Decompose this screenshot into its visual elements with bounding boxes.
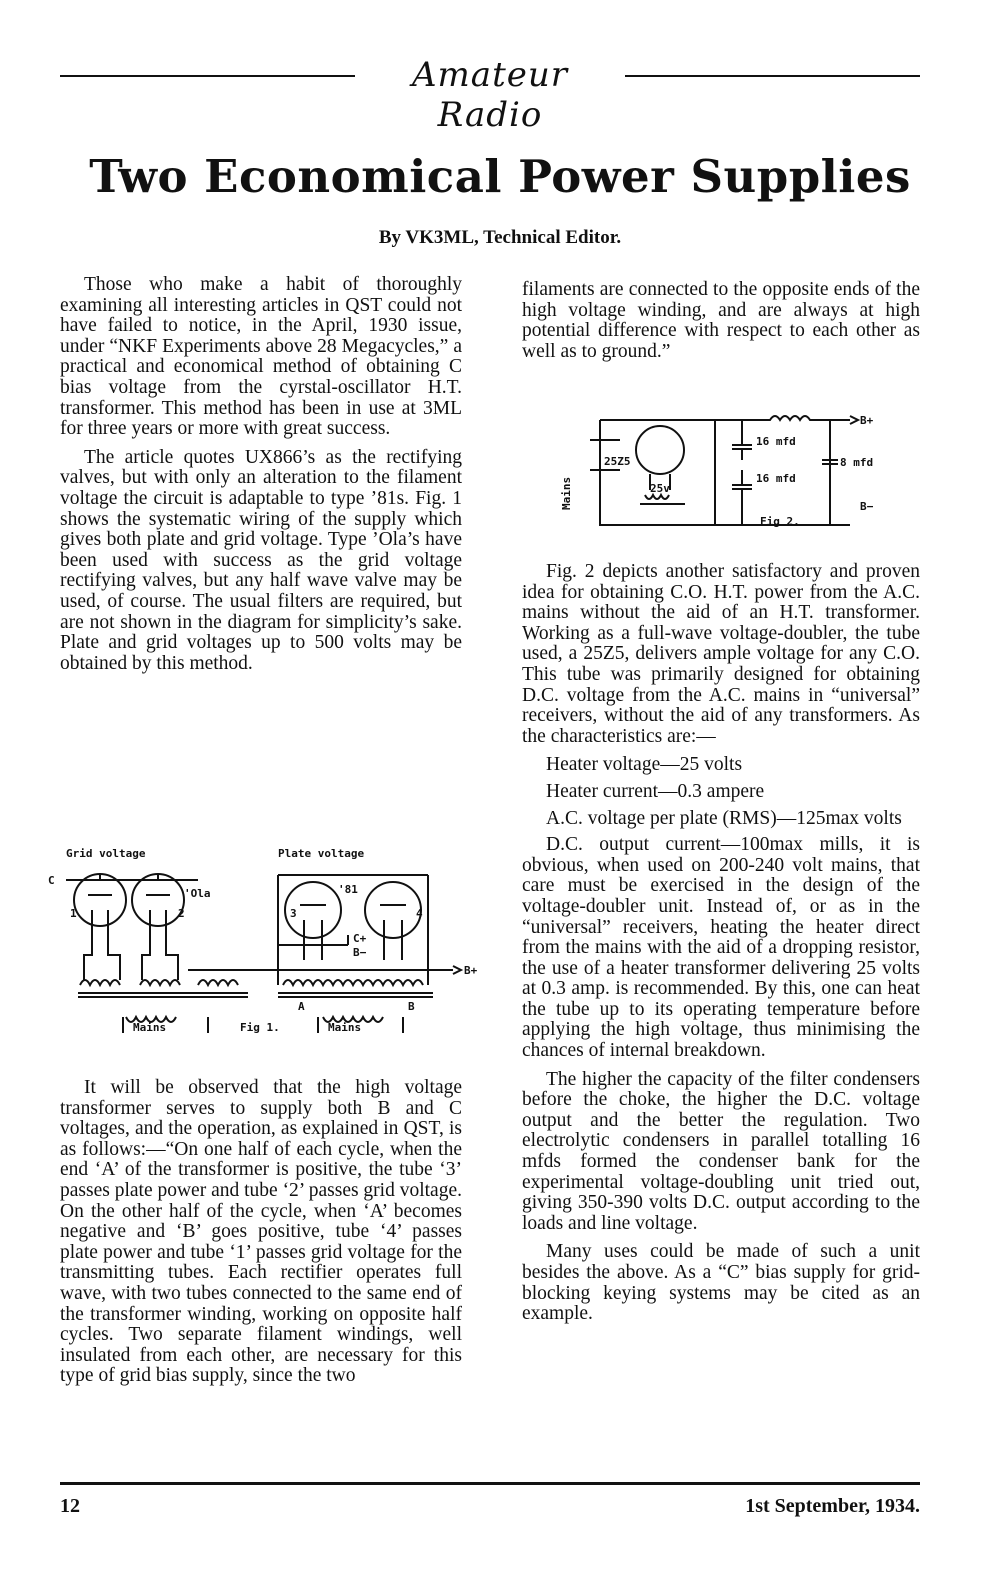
fig2-cap3-label: 8 mfd [840, 456, 874, 469]
fig1-grid-label: Grid voltage [66, 847, 146, 860]
fig1-end-a: A [298, 1000, 305, 1013]
fig1-ola-label: 'Ola [184, 887, 211, 900]
paragraph: Many uses could be made of such a unit besides the above. As a “C” bias supply for grid-blocking keying systems may be cited as an example. [522, 1241, 920, 1325]
page-number: 12 [60, 1495, 80, 1517]
fig2-heater-label: 25v [650, 482, 670, 495]
paragraph: filaments are connected to the opposite ends of the high voltage winding, and are always at high potential difference with respect to each other as well as to ground.” [522, 279, 920, 362]
fig2-b-minus: B− [860, 500, 874, 513]
figure-2-schematic [560, 400, 920, 540]
masthead-title: Amateur Radio [412, 55, 568, 135]
column-2-bottom [522, 562, 920, 1333]
paragraph: Those who make a habit of thoroughly examining all interesting articles in QST could not have failed to notice, in the April, 1930 issue, under “NKF Experiments above 28 Megacycles,” a practical and economical method of obtaining C bias voltage from the cyrstal-oscillator H.T. transformer. This method has been in use at 3ML for three years or more with great success. [60, 274, 462, 440]
paragraph: The article quotes UX866’s as the rectifying valves, but with only an alteration to the filament voltage the circuit is adaptable to type ’81s. Fig. 1 shows the systematic wiring of the supply which gives both plate and grid voltage. Type ’Ola’s have been used with success as the grid voltage rectifying valves, but any half wave valve may be used, of course. The usual filters are required, but are not shown in the diagram for simplicity’s sake. Plate and grid voltages up to 500 volts may be obtained by this method. [60, 446, 462, 674]
fig1-c-plus: C+ [353, 932, 367, 945]
spec-line: A.C. voltage per plate (RMS)—125max volts [546, 807, 902, 829]
paragraph: Fig. 2 depicts another satisfactory and proven idea for obtaining C.O. H.T. power from the A.C. mains without the aid of an H.T. transformer. Working as a full-wave voltage-doubler, the tube used, a 25Z5, delivers ample voltage for any C.O. This tube was primarily designed for obtaining D.C. voltage from the A.C. mains in “universal” receivers, without the aid of any transformers. As the characteristics are:— [522, 561, 920, 747]
column-2-top [522, 280, 920, 370]
footer-rule [60, 1482, 920, 1485]
fig1-tube-1: 1 [70, 907, 77, 920]
paragraph: The higher the capacity of the filter condensers before the choke, the higher the D.C. voltage output and the better the regulation. Two electrolytic condensers in parallel totalling 16 mfds formed the condenser bank for the experimental voltage-doubling unit tried out, giving 350-390 volts D.C. output according to the loads and line voltage. [522, 1068, 920, 1234]
spec-line: Heater voltage—25 volts [546, 754, 743, 776]
masthead-rule-left [60, 75, 355, 77]
masthead-rule-right [625, 75, 920, 77]
fig1-81-label: '81 [338, 883, 358, 896]
fig1-end-b: B [408, 1000, 415, 1013]
figure-1-schematic [48, 845, 488, 1045]
issue-date: 1st September, 1934. [745, 1495, 920, 1517]
fig2-b-plus: B+ [860, 414, 874, 427]
fig1-b-plus: B+ [464, 964, 478, 977]
fig1-b-minus: B− [353, 946, 367, 959]
masthead [60, 55, 920, 135]
fig1-tube-2: 2 [178, 907, 185, 920]
fig1-caption: Fig 1. [240, 1021, 280, 1034]
fig2-caption: Fig 2. [760, 515, 800, 528]
paragraph: It will be observed that the high voltage transformer serves to supply both B and C voltages, and the operation, as explained in QST, is as follows:—“On one half of each cycle, when the end ‘A’ of the transformer is positive, the tube ‘3’ passes plate power and tube ‘2’ passes grid voltage. On the other half of the cycle, when ‘A’ becomes negative and ‘B’ goes positive, tube ‘4’ passes plate power and tube ‘1’ passes grid voltage for the transmitting tubes. Each rectifier operates full wave, with two tubes connected to the same end of the transformer winding, working on opposite half cycles. Two separate filament windings, well insulated from each other, are necessary for this type of grid bias supply, since the two [60, 1077, 462, 1387]
byline: By VK3ML, Technical Editor. [378, 227, 622, 248]
fig2-cap1-label: 16 mfd [756, 435, 796, 448]
fig1-c-label: C [48, 874, 55, 887]
spec-line: Heater current—0.3 ampere [546, 780, 765, 802]
fig1-mains-right: Mains [328, 1021, 362, 1034]
paragraph: D.C. output current—100max mills, it is obvious, when used on 200-240 volt mains, that care must be exercised in the design of the voltage-doubler unit. Instead of, or as in the “universal” receivers, heating the heater direct from the mains with the aid of a dropping resistor, the use of a heater transformer delivering 25 volts at 0.3 amp. is recommended. By this, one can heat the tube up to its operating temperature before applying the high voltage, thus minimising the chances of internal breakdown. [522, 834, 920, 1062]
fig1-mains-left: Mains [133, 1021, 167, 1034]
fig1-tube-4: 4 [416, 907, 423, 920]
column-1-bottom [60, 1078, 462, 1395]
fig1-plate-label: Plate voltage [278, 847, 365, 860]
fig2-tube-label: 25Z5 [604, 455, 631, 468]
fig2-cap2-label: 16 mfd [756, 472, 796, 485]
fig1-tube-3: 3 [290, 907, 297, 920]
article-title: Two Economical Power Supplies [89, 150, 911, 203]
fig2-mains-label: Mains [560, 476, 573, 510]
column-1-top [60, 275, 462, 682]
